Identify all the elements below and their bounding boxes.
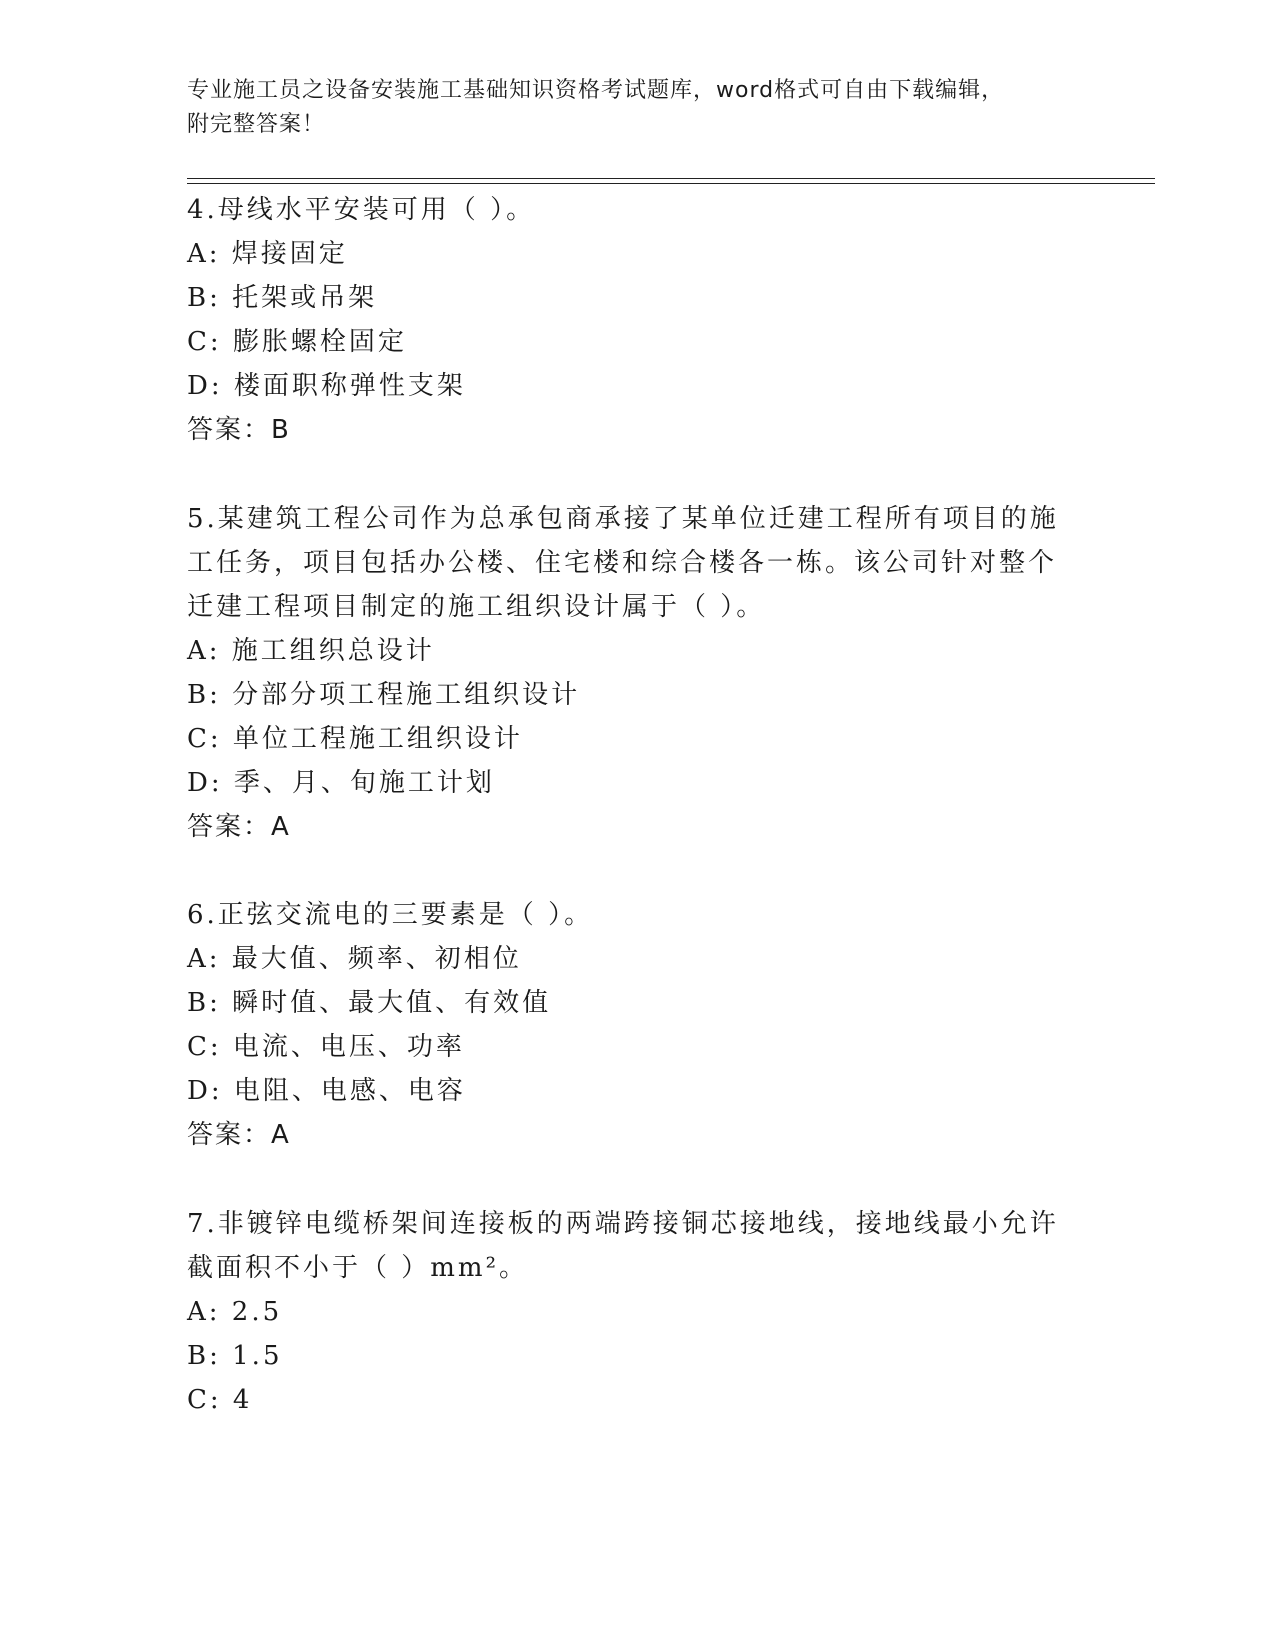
question-5-stem-line-3: 迁建工程项目制定的施工组织设计属于（ ）。 <box>187 592 766 622</box>
question-7-stem-line-1: 7.非镀锌电缆桥架间连接板的两端跨接铜芯接地线，接地线最小允许 <box>187 1209 1059 1239</box>
question-5-option-b: B: 分部分项工程施工组织设计 <box>187 680 581 710</box>
question-4-stem-line-1: 4.母线水平安装可用（ ）。 <box>187 195 536 225</box>
question-7-option-b: B: 1.5 <box>187 1341 283 1371</box>
question-4-option-b: B: 托架或吊架 <box>187 283 378 313</box>
question-4-option-c: C: 膨胀螺栓固定 <box>187 327 407 357</box>
question-5-stem-line-2: 工任务，项目包括办公楼、住宅楼和综合楼各一栋。该公司针对整个 <box>187 548 1058 578</box>
header-divider-top <box>187 178 1155 179</box>
question-7-stem-line-2: 截面积不小于（ ）mm²。 <box>187 1253 528 1283</box>
question-6-option-a: A: 最大值、频率、初相位 <box>187 944 522 974</box>
question-7-option-c: C: 4 <box>187 1385 253 1415</box>
question-5-answer: 答案：A <box>187 812 291 842</box>
question-6-answer: 答案：A <box>187 1120 291 1150</box>
question-5-option-d: D: 季、月、旬施工计划 <box>187 768 495 798</box>
question-7-option-a: A: 2.5 <box>187 1297 283 1327</box>
question-6-stem-line-1: 6.正弦交流电的三要素是（ ）。 <box>187 900 594 930</box>
question-4-option-d: D: 楼面职称弹性支架 <box>187 371 466 401</box>
question-4-option-a: A: 焊接固定 <box>187 239 348 269</box>
header-divider-bottom <box>187 183 1155 184</box>
question-4-answer: 答案：B <box>187 415 291 445</box>
question-5-option-c: C: 单位工程施工组织设计 <box>187 724 523 754</box>
question-6-option-d: D: 电阻、电感、电容 <box>187 1076 466 1106</box>
header-line-2: 附完整答案！ <box>187 112 326 137</box>
question-6-option-b: B: 瞬时值、最大值、有效值 <box>187 988 552 1018</box>
question-5-option-a: A: 施工组织总设计 <box>187 636 435 666</box>
question-6-option-c: C: 电流、电压、功率 <box>187 1032 465 1062</box>
question-5-stem-line-1: 5.某建筑工程公司作为总承包商承接了某单位迁建工程所有项目的施 <box>187 504 1059 534</box>
header-line-1: 专业施工员之设备安装施工基础知识资格考试题库，word格式可自由下载编辑， <box>187 78 1005 103</box>
document-header <box>187 74 1087 142</box>
